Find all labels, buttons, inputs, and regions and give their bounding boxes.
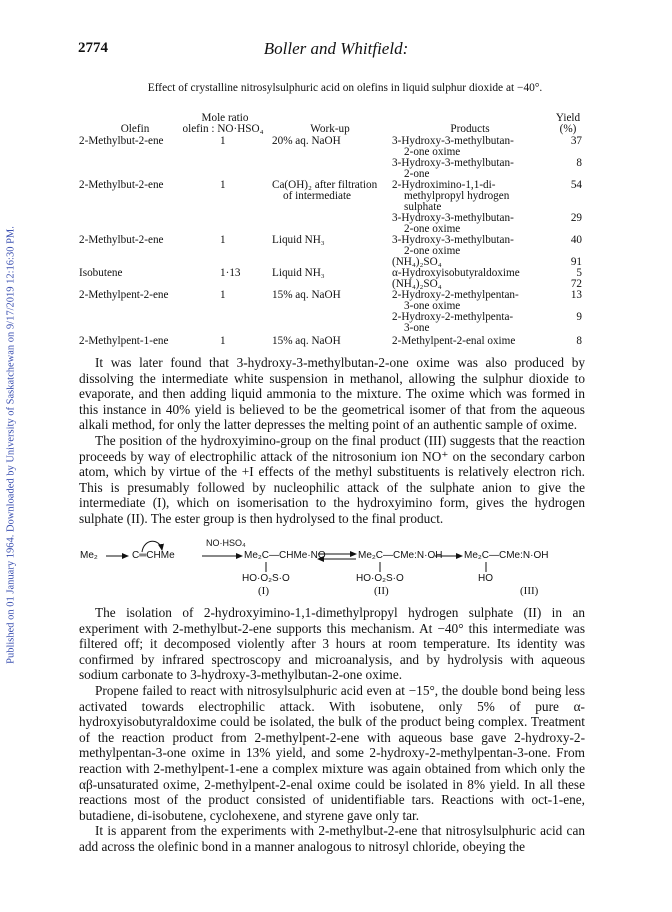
cell-product: 2-Methylpent-2-enal oxime	[392, 335, 516, 347]
cell-product: 2-Hydroxy-2-methylpentan-	[392, 289, 519, 301]
header-yield-unit: (%)	[559, 123, 577, 135]
cell-product-cont: 3-one	[404, 322, 430, 334]
scheme-I-label: (I)	[258, 585, 269, 597]
cell-ratio: 1·13	[220, 267, 241, 279]
scheme-arrows	[80, 536, 590, 598]
cell-ratio: 1	[220, 335, 226, 347]
cell-olefin: 2-Methylpent-2-ene	[79, 289, 169, 301]
cell-ratio: 1	[220, 289, 226, 301]
cell-ratio: 1	[220, 179, 226, 191]
cell-workup: 15% aq. NaOH	[272, 289, 341, 301]
results-table	[0, 0, 672, 347]
cell-product: (NH₄)₂SO₄	[392, 278, 442, 290]
header-yield: Yield	[555, 112, 581, 124]
header-ratio-line2: olefin : NO·HSO₄	[182, 123, 264, 135]
body-text-upper	[79, 355, 585, 527]
header-products: Products	[450, 123, 490, 135]
scheme-I-bottom: HO·O₂S·O	[242, 573, 290, 584]
cell-product-cont: 2-one oxime	[404, 245, 461, 257]
cell-product-cont: 2-one	[404, 168, 430, 180]
body-text-lower	[79, 605, 585, 855]
scheme-III-label: (III)	[520, 585, 539, 597]
scheme-III-bottom: HO	[478, 573, 493, 584]
scheme-III-top: Me₂C—CMe:N·OH	[464, 550, 549, 561]
cell-ratio: 1	[220, 135, 226, 147]
scheme-I-top: Me₂C—CHMe·NO	[244, 550, 326, 561]
cell-olefin: 2-Methylpent-1-ene	[79, 335, 169, 347]
cell-olefin: 2-Methylbut-2-ene	[79, 234, 164, 246]
cell-product: 2-Hydroxy-2-methylpenta-	[392, 311, 514, 323]
cell-yield: 9	[576, 311, 582, 323]
cell-yield: 54	[570, 179, 582, 191]
cell-workup: 15% aq. NaOH	[272, 335, 341, 347]
cell-yield: 8	[576, 335, 582, 347]
cell-product-cont: methylpropyl hydrogen	[404, 190, 510, 202]
cell-product-cont: 2-one oxime	[404, 146, 461, 158]
paragraph: It was later found that 3-hydroxy-3-methylbutan-2-one oxime was also produced by dissolving the intermediate white suspension in methanol, allowing the sulphur dioxide to evaporate, and then adding liquid ammonia to the mixture. The oxime which was formed in this instance in 40% yield is believed to be the geometrical isomer of that from the aqueous alkali method, for only the latter depresses the melting point of an authentic sample of oxime.	[79, 355, 585, 433]
page-number: 2774	[78, 40, 108, 56]
cell-yield: 13	[570, 289, 582, 301]
cell-yield: 72	[570, 278, 582, 290]
cell-product: 3-Hydroxy-3-methylbutan-	[392, 135, 514, 147]
cell-product: 3-Hydroxy-3-methylbutan-	[392, 234, 514, 246]
cell-workup: Liquid NH₃	[272, 267, 325, 279]
paragraph: The isolation of 2-hydroxyimino-1,1-dimethylpropyl hydrogen sulphate (II) in an experiment with 2-methylbut-2-ene supports this mechanism. At −40° this intermediate was filtered off; it decomposed violently after 3 hours at room temperature. Its identity was confirmed by infrared spectroscopy and microanalysis, and by hydrolysis with aqueous sodium carbonate to 3-hydroxy-3-methylbutan-2-one oxime.	[79, 605, 585, 683]
cell-product-cont: 3-one oxime	[404, 300, 461, 312]
header-olefin: Olefin	[120, 123, 150, 135]
cell-workup: Ca(OH)₂ after filtration	[272, 179, 378, 191]
cell-yield: 8	[576, 157, 582, 169]
cell-product: α-Hydroxyisobutyraldoxime	[392, 267, 520, 279]
cell-product-cont: sulphate	[404, 201, 442, 213]
header-workup: Work-up	[310, 123, 350, 135]
cell-workup: 20% aq. NaOH	[272, 135, 341, 147]
download-watermark-text: Published on 01 January 1964. Downloaded by University of Saskatchewan on 9/17/2019 12:16:30 PM.	[5, 226, 17, 664]
cell-olefin: 2-Methylbut-2-ene	[79, 135, 164, 147]
cell-yield: 40	[570, 234, 582, 246]
paragraph: Propene failed to react with nitrosylsulphuric acid even at −15°, the double bond being less activated towards electrophilic attack. With isobutene, only 5% of pure α-hydroxyisobutyraldoxime could be isolated, the bulk of the product being complex. Treatment of the reaction product from 2-methylpent-2-ene with aqueous base gave 2-hydroxy-2-methylpentan-3-one oxime in 13% yield, and some 2-hydroxy-2-methylpentan-3-one. From reaction with 2-methylpent-1-ene a complex mixture was again obtained from which only the αβ-unsaturated oxime, 2-methylpent-2-enal oxime could be isolated in 8% yield. In all these reactions most of the product consisted of unidentifiable tars. Reactions with oct-1-ene, butadiene, di-isobutene, cyclohexene, and styrene gave only tar.	[79, 682, 585, 823]
cell-yield: 5	[576, 267, 582, 279]
cell-workup-cont: of intermediate	[283, 190, 352, 202]
cell-olefin: 2-Methylbut-2-ene	[79, 179, 164, 191]
scheme-reagent: NO·HSO₄	[206, 538, 246, 548]
paragraph: The position of the hydroxyimino-group on the final product (III) suggests that the reaction proceeds by way of electrophilic attack of the nitrosonium ion NO⁺ on the secondary carbon atom, which by virtue of the +I effects of the methyl substituents is relatively electron rich. This is presumably followed by nucleophilic attack of the sulphate anion to give the intermediate (I), which on isomerisation to the hydroxyimino form, gives the hydrogen sulphate (II). The ester group is then hydrolysed to the final product.	[79, 432, 585, 526]
table-caption: Effect of crystalline nitrosylsulphuric acid on olefins in liquid sulphur dioxide at −40°.	[147, 82, 543, 94]
scheme-II-top: Me₂C—CMe:N·OH	[358, 550, 443, 561]
scheme-start-me2: Me₂	[80, 550, 98, 561]
cell-product-cont: 2-one oxime	[404, 223, 461, 235]
cell-olefin: Isobutene	[79, 267, 123, 279]
scheme-start-olefin: C═CHMe	[132, 550, 175, 561]
cell-product: 2-Hydroximino-1,1-di-	[392, 179, 496, 191]
cell-yield: 37	[570, 135, 582, 147]
cell-product: (NH₄)₂SO₄	[392, 256, 442, 268]
cell-product: 3-Hydroxy-3-methylbutan-	[392, 157, 514, 169]
cell-product: 3-Hydroxy-3-methylbutan-	[392, 212, 514, 224]
reaction-scheme	[80, 536, 590, 598]
cell-ratio: 1	[220, 234, 226, 246]
cell-workup: Liquid NH₃	[272, 234, 325, 246]
running-head: Boller and Whitfield:	[263, 39, 409, 58]
paragraph: It is apparent from the experiments with 2-methylbut-2-ene that nitrosylsulphuric acid can add across the olefinic bond in a manner analogous to nitrosyl chloride, obeying the	[79, 823, 585, 854]
cell-yield: 91	[570, 256, 582, 268]
cell-yield: 29	[570, 212, 582, 224]
scheme-II-bottom: HO·O₂S·O	[356, 573, 404, 584]
scheme-II-label: (II)	[374, 585, 389, 597]
header-ratio-line1: Mole ratio	[201, 112, 249, 124]
